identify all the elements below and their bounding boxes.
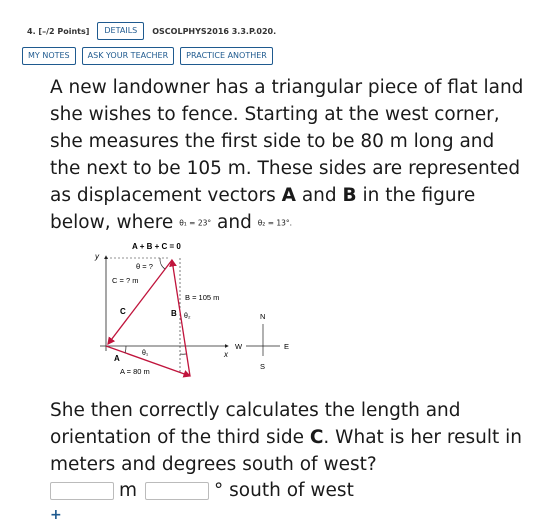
question-toolbar	[22, 47, 273, 65]
ask-teacher-button[interactable]: ASK YOUR TEACHER	[82, 47, 175, 65]
a-label: A	[114, 354, 120, 363]
compass-w: W	[235, 342, 243, 351]
answer-row	[50, 480, 362, 501]
question-header	[27, 22, 276, 40]
y-label: y	[94, 252, 100, 261]
angle-unit: ° south of west	[214, 480, 354, 501]
compass-e: E	[284, 342, 289, 351]
a-length-label: A = 80 m	[120, 367, 150, 376]
compass-rose	[230, 306, 295, 376]
b-label: B	[171, 309, 177, 318]
theta2-inline: θ₂ = 13°	[258, 219, 290, 228]
question-number: 4. [–/2 Points]	[27, 27, 89, 36]
theta1-arc	[125, 346, 126, 353]
my-notes-button[interactable]: MY NOTES	[22, 47, 76, 65]
theta1-inline: θ₁ = 23°	[179, 219, 211, 228]
theta-arc	[160, 258, 165, 269]
theta-unknown-label: θ = ?	[136, 262, 153, 271]
plus-icon[interactable]: +	[50, 510, 62, 520]
theta1-label: θ₁	[142, 350, 149, 357]
length-unit: m	[119, 480, 137, 501]
question-text	[50, 74, 525, 237]
equation-label: A + B + C = 0	[132, 242, 181, 251]
followup-text: She then correctly calculates the length and orientation of the third side C. What is her result in meters and degrees south of west?	[50, 397, 525, 478]
vector-c	[108, 260, 172, 344]
compass-s: S	[260, 362, 265, 371]
c-length-label: C = ? m	[112, 276, 138, 285]
theta2-label: θ₂	[184, 313, 191, 320]
angle-input[interactable]	[145, 482, 209, 500]
compass-n: N	[260, 312, 265, 321]
c-label: C	[120, 307, 126, 316]
question-intro: A new landowner has a triangular piece of flat land she wishes to fence. Starting at the west corner, she measures the first side to be 80 m long and the next to be 105 m. These sides are represented as displacement vectors A and B in the figure below, where θ₁ = 23° and θ₂ = 13°.	[50, 74, 525, 237]
b-length-label: B = 105 m	[185, 293, 219, 302]
x-label: x	[223, 350, 229, 359]
practice-another-button[interactable]: PRACTICE ANOTHER	[180, 47, 273, 65]
question-code: OSCOLPHYS2016 3.3.P.020.	[152, 27, 276, 36]
details-button[interactable]: DETAILS	[97, 22, 144, 40]
length-input[interactable]	[50, 482, 114, 500]
